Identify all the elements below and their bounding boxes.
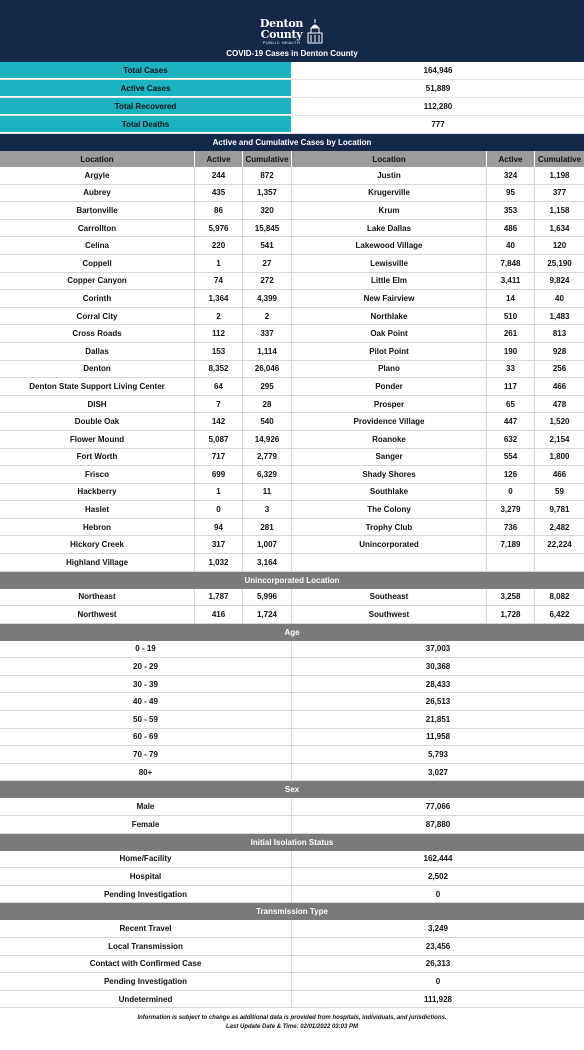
active-count: 1,032 bbox=[195, 554, 243, 571]
row-label: 30 - 39 bbox=[0, 676, 292, 693]
location-name: Cross Roads bbox=[0, 325, 195, 342]
location-name: Hebron bbox=[0, 519, 195, 536]
table-row bbox=[0, 449, 584, 467]
cumulative-count: 15,845 bbox=[243, 220, 292, 237]
summary-table bbox=[0, 62, 584, 134]
cumulative-count: 928 bbox=[552, 346, 567, 356]
active-count: 142 bbox=[195, 413, 243, 430]
row-value: 77,066 bbox=[425, 802, 451, 812]
table-row bbox=[0, 693, 584, 711]
location-name: Prosper bbox=[292, 396, 487, 413]
cumulative-count: 22,224 bbox=[547, 540, 572, 550]
table-row bbox=[0, 589, 584, 607]
table-row bbox=[0, 868, 584, 886]
table-row bbox=[0, 886, 584, 904]
active-count: 244 bbox=[195, 167, 243, 184]
location-name: Denton bbox=[0, 361, 195, 378]
location-name: Argyle bbox=[0, 167, 195, 184]
courthouse-icon bbox=[306, 19, 324, 45]
active-count: 5,087 bbox=[195, 431, 243, 448]
active-count: 64 bbox=[195, 378, 243, 395]
active-count: 447 bbox=[487, 413, 535, 430]
age-table-body bbox=[0, 641, 584, 782]
table-row bbox=[0, 991, 584, 1009]
active-count: 126 bbox=[487, 466, 535, 483]
active-count: 353 bbox=[487, 202, 535, 219]
location-name: Double Oak bbox=[0, 413, 195, 430]
cumulative-count: 3 bbox=[243, 501, 292, 518]
summary-row bbox=[0, 116, 584, 134]
location-name: Aubrey bbox=[0, 185, 195, 202]
location-name: Carrollton bbox=[0, 220, 195, 237]
location-name bbox=[292, 554, 487, 571]
isolation-section-title: Initial Isolation Status bbox=[0, 834, 584, 851]
isolation-table-body bbox=[0, 851, 584, 904]
active-count: 33 bbox=[487, 361, 535, 378]
cumulative-count: 1,724 bbox=[243, 606, 292, 623]
location-name: Krum bbox=[292, 202, 487, 219]
table-row bbox=[0, 920, 584, 938]
region-name: Southeast bbox=[292, 589, 487, 606]
location-name: Providence Village bbox=[292, 413, 487, 430]
cumulative-count: 27 bbox=[243, 255, 292, 272]
active-count: 112 bbox=[195, 325, 243, 342]
cumulative-count: 1,634 bbox=[549, 223, 570, 233]
summary-value: 164,946 bbox=[423, 66, 453, 75]
location-name: Coppell bbox=[0, 255, 195, 272]
table-row bbox=[0, 641, 584, 659]
table-row bbox=[0, 343, 584, 361]
active-count: 7,848 bbox=[487, 255, 535, 272]
location-name: New Fairview bbox=[292, 290, 487, 307]
cumulative-count: 26,046 bbox=[243, 361, 292, 378]
location-name: Corinth bbox=[0, 290, 195, 307]
table-row bbox=[0, 466, 584, 484]
cumulative-count: 2,482 bbox=[549, 522, 570, 532]
summary-value: 112,280 bbox=[423, 102, 453, 111]
cumulative-count: 40 bbox=[555, 293, 564, 303]
table-row bbox=[0, 973, 584, 991]
active-count: 510 bbox=[487, 308, 535, 325]
table-row bbox=[0, 237, 584, 255]
row-value: 37,003 bbox=[425, 644, 451, 654]
cumulative-count: 1,520 bbox=[549, 417, 570, 427]
table-row bbox=[0, 378, 584, 396]
col-header-cumulative-2: Cumulative bbox=[537, 154, 582, 164]
active-count: 153 bbox=[195, 343, 243, 360]
summary-label: Total Cases bbox=[0, 62, 292, 79]
table-row bbox=[0, 167, 584, 185]
cumulative-count: 11 bbox=[243, 484, 292, 501]
active-count: 74 bbox=[195, 273, 243, 290]
row-value: 30,368 bbox=[425, 662, 451, 672]
summary-row bbox=[0, 98, 584, 116]
location-name: The Colony bbox=[292, 501, 487, 518]
page-header bbox=[0, 0, 584, 62]
cumulative-count: 320 bbox=[243, 202, 292, 219]
row-label: 0 - 19 bbox=[0, 641, 292, 658]
table-row bbox=[0, 798, 584, 816]
row-value: 26,313 bbox=[425, 959, 451, 969]
row-value: 21,851 bbox=[425, 714, 451, 724]
active-count: 554 bbox=[487, 449, 535, 466]
location-name: Little Elm bbox=[292, 273, 487, 290]
table-row bbox=[0, 431, 584, 449]
location-name: Krugerville bbox=[292, 185, 487, 202]
footer-note: Information is subject to change as additional data is provided from hospitals, individuals, and jurisdictions. bbox=[137, 1015, 447, 1022]
location-name: Lake Dallas bbox=[292, 220, 487, 237]
table-row bbox=[0, 308, 584, 326]
row-value: 2,502 bbox=[427, 871, 449, 881]
cumulative-count: 2,154 bbox=[549, 434, 570, 444]
location-name: Shady Shores bbox=[292, 466, 487, 483]
cumulative-count: 4,399 bbox=[243, 290, 292, 307]
cumulative-count bbox=[535, 554, 584, 571]
cumulative-count: 120 bbox=[552, 241, 567, 251]
location-name: Denton State Support Living Center bbox=[0, 378, 195, 395]
cumulative-count: 1,483 bbox=[549, 311, 570, 321]
cumulative-count: 337 bbox=[243, 325, 292, 342]
location-name: Bartonville bbox=[0, 202, 195, 219]
location-name: Corral City bbox=[0, 308, 195, 325]
table-row bbox=[0, 519, 584, 537]
row-label: Undetermined bbox=[0, 991, 292, 1008]
cumulative-count: 2 bbox=[243, 308, 292, 325]
cumulative-count: 59 bbox=[555, 487, 564, 497]
cumulative-count: 295 bbox=[243, 378, 292, 395]
location-name: Hackberry bbox=[0, 484, 195, 501]
cumulative-count: 1,114 bbox=[243, 343, 292, 360]
age-section-title: Age bbox=[0, 624, 584, 641]
active-count: 1 bbox=[195, 255, 243, 272]
col-header-cumulative: Cumulative bbox=[243, 151, 292, 167]
cumulative-count: 540 bbox=[243, 413, 292, 430]
summary-label: Total Recovered bbox=[0, 98, 292, 115]
active-count: 435 bbox=[195, 185, 243, 202]
cumulative-count: 5,996 bbox=[243, 589, 292, 606]
row-label: 50 - 59 bbox=[0, 711, 292, 728]
cumulative-count: 1,158 bbox=[549, 205, 570, 215]
location-name: Sanger bbox=[292, 449, 487, 466]
region-name: Southwest bbox=[292, 606, 487, 623]
location-name: Ponder bbox=[292, 378, 487, 395]
active-count: 5,976 bbox=[195, 220, 243, 237]
denton-county-logo bbox=[260, 18, 324, 45]
cumulative-count: 25,190 bbox=[547, 258, 572, 268]
logo-line3: PUBLIC HEALTH bbox=[262, 40, 301, 45]
row-label: Recent Travel bbox=[0, 920, 292, 937]
col-header-active: Active bbox=[195, 151, 243, 167]
active-count: 317 bbox=[195, 536, 243, 553]
summary-value: 51,889 bbox=[425, 84, 451, 93]
active-count: 486 bbox=[487, 220, 535, 237]
table-row bbox=[0, 956, 584, 974]
cumulative-count: 466 bbox=[552, 469, 567, 479]
sex-section-title: Sex bbox=[0, 781, 584, 798]
cumulative-count: 9,824 bbox=[549, 276, 570, 286]
cumulative-count: 3,164 bbox=[243, 554, 292, 571]
active-count: 0 bbox=[195, 501, 243, 518]
cumulative-count: 377 bbox=[552, 188, 567, 198]
active-count: 0 bbox=[487, 484, 535, 501]
cumulative-count: 28 bbox=[243, 396, 292, 413]
table-row bbox=[0, 536, 584, 554]
location-name: Hickory Creek bbox=[0, 536, 195, 553]
location-name: Pilot Point bbox=[292, 343, 487, 360]
row-value: 23,456 bbox=[425, 941, 451, 951]
active-count: 416 bbox=[195, 606, 243, 623]
table-row bbox=[0, 413, 584, 431]
location-name: Southlake bbox=[292, 484, 487, 501]
active-count: 7,189 bbox=[487, 536, 535, 553]
table-row bbox=[0, 554, 584, 572]
cumulative-count: 541 bbox=[243, 237, 292, 254]
active-count: 3,258 bbox=[487, 589, 535, 606]
location-name: Fort Worth bbox=[0, 449, 195, 466]
active-count: 1,728 bbox=[487, 606, 535, 623]
active-count bbox=[487, 554, 535, 571]
active-count: 65 bbox=[487, 396, 535, 413]
location-name: Lakewood Village bbox=[292, 237, 487, 254]
col-header-location: Location bbox=[0, 151, 195, 167]
table-row bbox=[0, 764, 584, 782]
sex-table-body bbox=[0, 798, 584, 833]
page-footer bbox=[0, 1008, 584, 1032]
row-label: Home/Facility bbox=[0, 851, 292, 868]
location-name: Copper Canyon bbox=[0, 273, 195, 290]
location-name: Celina bbox=[0, 237, 195, 254]
location-name: Frisco bbox=[0, 466, 195, 483]
active-count: 1,787 bbox=[195, 589, 243, 606]
row-label: 70 - 79 bbox=[0, 746, 292, 763]
summary-row bbox=[0, 62, 584, 80]
table-row bbox=[0, 255, 584, 273]
summary-row bbox=[0, 80, 584, 98]
location-name: Lewisville bbox=[292, 255, 487, 272]
table-row bbox=[0, 938, 584, 956]
table-row bbox=[0, 851, 584, 869]
active-count: 190 bbox=[487, 343, 535, 360]
cumulative-count: 2,779 bbox=[243, 449, 292, 466]
row-value: 26,513 bbox=[425, 697, 451, 707]
cumulative-count: 478 bbox=[552, 399, 567, 409]
location-table-body bbox=[0, 167, 584, 572]
row-value: 0 bbox=[435, 976, 441, 986]
location-name: Northlake bbox=[292, 308, 487, 325]
unincorporated-section-title: Unincorporated Location bbox=[0, 572, 584, 589]
location-name: Plano bbox=[292, 361, 487, 378]
table-row bbox=[0, 185, 584, 203]
row-label: 40 - 49 bbox=[0, 693, 292, 710]
table-row bbox=[0, 484, 584, 502]
row-value: 3,249 bbox=[427, 924, 449, 934]
cumulative-count: 281 bbox=[243, 519, 292, 536]
active-count: 1,364 bbox=[195, 290, 243, 307]
row-label: Contact with Confirmed Case bbox=[0, 956, 292, 973]
location-name: DISH bbox=[0, 396, 195, 413]
table-row bbox=[0, 325, 584, 343]
row-label: 20 - 29 bbox=[0, 658, 292, 675]
active-count: 1 bbox=[195, 484, 243, 501]
location-name: Flower Mound bbox=[0, 431, 195, 448]
transmission-table-body bbox=[0, 920, 584, 1008]
row-label: Pending Investigation bbox=[0, 973, 292, 990]
cumulative-count: 813 bbox=[552, 329, 567, 339]
location-table-header bbox=[0, 151, 584, 167]
transmission-section-title: Transmission Type bbox=[0, 903, 584, 920]
active-count: 736 bbox=[487, 519, 535, 536]
active-count: 324 bbox=[487, 167, 535, 184]
location-name: Oak Point bbox=[292, 325, 487, 342]
cumulative-count: 1,198 bbox=[549, 170, 570, 180]
active-count: 14 bbox=[487, 290, 535, 307]
location-name: Trophy Club bbox=[292, 519, 487, 536]
row-value: 162,444 bbox=[423, 854, 453, 864]
table-row bbox=[0, 816, 584, 834]
row-label: 60 - 69 bbox=[0, 729, 292, 746]
table-row bbox=[0, 606, 584, 624]
row-value: 3,027 bbox=[427, 767, 449, 777]
table-row bbox=[0, 361, 584, 379]
location-section-title: Active and Cumulative Cases by Location bbox=[0, 134, 584, 151]
row-label: Pending Investigation bbox=[0, 886, 292, 903]
row-label: Female bbox=[0, 816, 292, 833]
location-name: Highland Village bbox=[0, 554, 195, 571]
active-count: 699 bbox=[195, 466, 243, 483]
cumulative-count: 272 bbox=[243, 273, 292, 290]
col-header-active-2: Active bbox=[487, 151, 535, 167]
cumulative-count: 8,082 bbox=[549, 592, 570, 602]
active-count: 7 bbox=[195, 396, 243, 413]
table-row bbox=[0, 396, 584, 414]
active-count: 3,411 bbox=[487, 273, 535, 290]
location-name: Dallas bbox=[0, 343, 195, 360]
row-label: 80+ bbox=[0, 764, 292, 781]
active-count: 8,352 bbox=[195, 361, 243, 378]
table-row bbox=[0, 501, 584, 519]
table-row bbox=[0, 220, 584, 238]
cumulative-count: 256 bbox=[552, 364, 567, 374]
active-count: 717 bbox=[195, 449, 243, 466]
active-count: 95 bbox=[487, 185, 535, 202]
cumulative-count: 872 bbox=[243, 167, 292, 184]
row-value: 0 bbox=[435, 889, 441, 899]
summary-value: 777 bbox=[431, 120, 445, 129]
cumulative-count: 1,800 bbox=[549, 452, 570, 462]
cumulative-count: 14,926 bbox=[243, 431, 292, 448]
row-value: 28,433 bbox=[425, 679, 451, 689]
logo-line1: Denton bbox=[259, 17, 304, 30]
col-header-location-2: Location bbox=[292, 151, 487, 167]
table-row bbox=[0, 746, 584, 764]
row-value: 11,958 bbox=[425, 732, 451, 742]
table-row bbox=[0, 676, 584, 694]
cumulative-count: 6,329 bbox=[243, 466, 292, 483]
location-name: Haslet bbox=[0, 501, 195, 518]
active-count: 220 bbox=[195, 237, 243, 254]
active-count: 86 bbox=[195, 202, 243, 219]
row-value: 5,793 bbox=[427, 750, 449, 760]
region-name: Northeast bbox=[0, 589, 195, 606]
summary-label: Total Deaths bbox=[0, 116, 292, 133]
cumulative-count: 9,781 bbox=[549, 505, 570, 515]
location-name: Justin bbox=[292, 167, 487, 184]
table-row bbox=[0, 273, 584, 291]
active-count: 117 bbox=[487, 378, 535, 395]
cumulative-count: 466 bbox=[552, 381, 567, 391]
summary-label: Active Cases bbox=[0, 80, 292, 97]
region-name: Northwest bbox=[0, 606, 195, 623]
row-label: Local Transmission bbox=[0, 938, 292, 955]
table-row bbox=[0, 290, 584, 308]
location-name: Roanoke bbox=[292, 431, 487, 448]
page-title: COVID-19 Cases in Denton County bbox=[226, 49, 358, 58]
unincorporated-table-body bbox=[0, 589, 584, 624]
row-value: 111,928 bbox=[423, 994, 453, 1004]
row-label: Hospital bbox=[0, 868, 292, 885]
table-row bbox=[0, 711, 584, 729]
location-name: Unincorporated bbox=[292, 536, 487, 553]
row-label: Male bbox=[0, 798, 292, 815]
active-count: 632 bbox=[487, 431, 535, 448]
row-value: 87,880 bbox=[425, 819, 451, 829]
footer-updated: Last Update Date & Time: 02/01/2022 03:03 PM bbox=[226, 1024, 358, 1031]
cumulative-count: 6,422 bbox=[549, 609, 570, 619]
active-count: 2 bbox=[195, 308, 243, 325]
active-count: 3,279 bbox=[487, 501, 535, 518]
table-row bbox=[0, 729, 584, 747]
cumulative-count: 1,357 bbox=[243, 185, 292, 202]
logo-line2: County bbox=[260, 28, 303, 41]
active-count: 40 bbox=[487, 237, 535, 254]
active-count: 94 bbox=[195, 519, 243, 536]
cumulative-count: 1,007 bbox=[243, 536, 292, 553]
table-row bbox=[0, 202, 584, 220]
active-count: 261 bbox=[487, 325, 535, 342]
table-row bbox=[0, 658, 584, 676]
